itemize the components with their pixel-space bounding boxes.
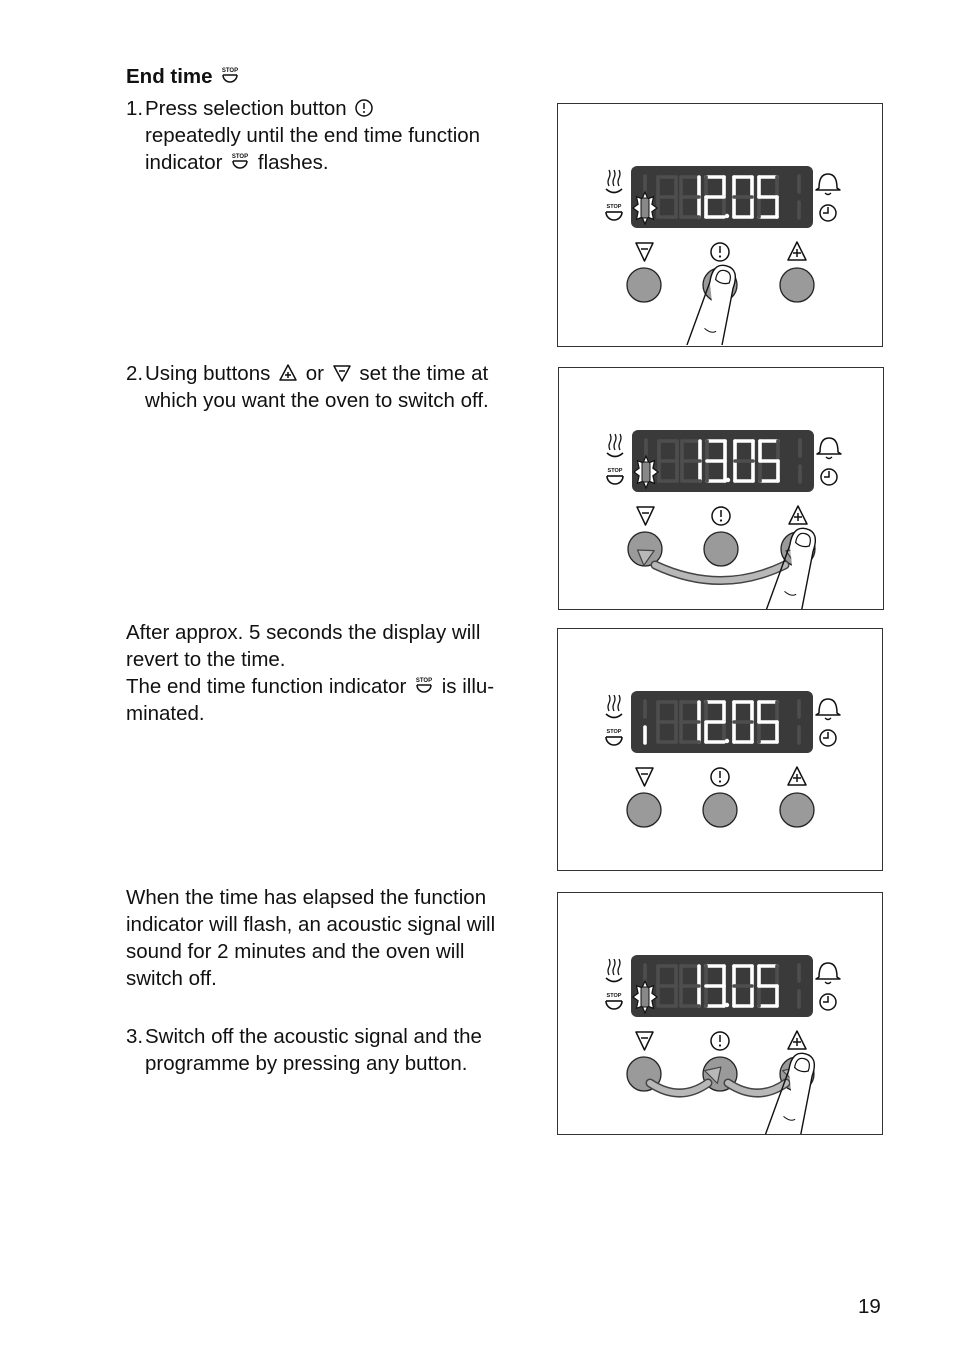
stop-clock-icon (606, 204, 622, 220)
finger-crease (783, 1116, 795, 1121)
plus-button-icon (788, 767, 806, 785)
oven-panel-4 (557, 892, 883, 1135)
step-3 (126, 1023, 546, 1077)
stop-label: STOP (415, 678, 433, 684)
stop-label: STOP (606, 204, 622, 210)
time-display (631, 691, 813, 753)
step-number: 2. (126, 362, 144, 385)
plus-button-icon (789, 506, 807, 524)
step-text: set the time at (359, 362, 489, 385)
finger-crease (704, 328, 716, 333)
minus-button-icon (636, 243, 653, 261)
minus-button-icon (332, 363, 352, 383)
page-number: 19 (858, 1295, 881, 1318)
paragraph-elapsed (126, 884, 546, 992)
paragraph-line: switch off. (126, 967, 217, 990)
paragraph-line: When the time has elapsed the function (126, 886, 487, 909)
panel-button (780, 793, 814, 827)
minus-button-icon (636, 768, 653, 786)
selection-button-icon (712, 507, 730, 525)
heading-title: End time (126, 65, 213, 88)
step-number: 3. (126, 1025, 144, 1048)
bell-icon (816, 699, 840, 720)
paragraph-line: is illu- (441, 675, 495, 698)
step-2 (126, 360, 546, 414)
step-text: flashes. (257, 151, 329, 174)
heat-icon (606, 959, 622, 982)
oven-control-panel (558, 629, 882, 870)
decimal-point (726, 478, 730, 482)
stop-clock-icon (220, 66, 240, 86)
oven-control-panel (559, 368, 883, 609)
oven-control-panel (558, 893, 882, 1134)
flash-indicator (633, 192, 657, 224)
heat-icon (606, 170, 622, 193)
panel-button (780, 268, 814, 302)
paragraph-line: The end time function indicator (126, 675, 407, 698)
step-text: or (305, 362, 324, 385)
clock-icon (820, 730, 836, 746)
flash-indicator (634, 456, 658, 488)
bell-icon (816, 174, 840, 195)
step-text: Using buttons (145, 362, 271, 385)
plus-button-icon (788, 242, 806, 260)
step-text: indicator (145, 151, 223, 174)
time-display (631, 166, 813, 228)
finger-crease (784, 591, 796, 596)
stop-label: STOP (606, 993, 622, 999)
clock-icon (820, 994, 836, 1010)
oven-panel-3 (557, 628, 883, 871)
clock-icon (821, 469, 837, 485)
plus-button-icon (788, 1031, 806, 1049)
panel-button (627, 793, 661, 827)
arrow-body (655, 565, 785, 581)
selection-button-icon (711, 1032, 729, 1050)
time-display (631, 955, 813, 1017)
panel-button (704, 532, 738, 566)
step-text: repeatedly until the end time function (145, 124, 481, 147)
step-1 (126, 95, 546, 176)
clock-icon (820, 205, 836, 221)
selection-button-icon (354, 98, 374, 118)
finger (684, 261, 742, 345)
step-text: which you want the oven to switch off. (145, 389, 489, 412)
stop-clock-icon (414, 676, 434, 696)
flash-segment (641, 198, 649, 218)
minus-button-icon (636, 1032, 653, 1050)
flash-indicator (633, 981, 657, 1013)
paragraph-line: minated. (126, 702, 205, 725)
minus-button-icon (637, 507, 654, 525)
step-number: 1. (126, 97, 144, 120)
time-display (632, 430, 814, 492)
stop-label: STOP (606, 729, 622, 735)
step-text: Switch off the acoustic signal and the (145, 1025, 482, 1048)
decimal-point (725, 214, 729, 218)
stop-label: STOP (232, 154, 249, 160)
heat-icon (606, 695, 622, 718)
plus-button-icon (278, 363, 298, 383)
oven-panel-2 (558, 367, 884, 610)
panel-button (703, 793, 737, 827)
stop-label: STOP (222, 68, 239, 74)
paragraph-line: After approx. 5 seconds the display will (126, 621, 481, 644)
section-heading (126, 63, 546, 90)
step-text: programme by pressing any button. (145, 1052, 468, 1075)
heat-icon (607, 434, 623, 457)
paragraph-line: indicator will flash, an acoustic signal will (126, 913, 496, 936)
stop-clock-icon (606, 993, 622, 1009)
stop-label: STOP (607, 468, 623, 474)
bell-icon (816, 963, 840, 984)
paragraph-line: revert to the time. (126, 648, 286, 671)
oven-control-panel (558, 104, 882, 345)
oven-panel-1 (557, 103, 883, 347)
panel-button (627, 268, 661, 302)
decimal-point (725, 1003, 729, 1007)
paragraph-line: sound for 2 minutes and the oven will (126, 940, 465, 963)
stop-clock-icon (607, 468, 623, 484)
bell-icon (817, 438, 841, 459)
step-text: Press selection button (145, 97, 347, 120)
selection-button-icon (711, 768, 729, 786)
flash-segment (641, 987, 649, 1007)
paragraph-after (126, 619, 546, 727)
stop-clock-icon (230, 152, 250, 172)
decimal-point (725, 739, 729, 743)
stop-clock-icon (606, 729, 622, 745)
selection-button-icon (711, 243, 729, 261)
flash-segment (642, 462, 650, 482)
